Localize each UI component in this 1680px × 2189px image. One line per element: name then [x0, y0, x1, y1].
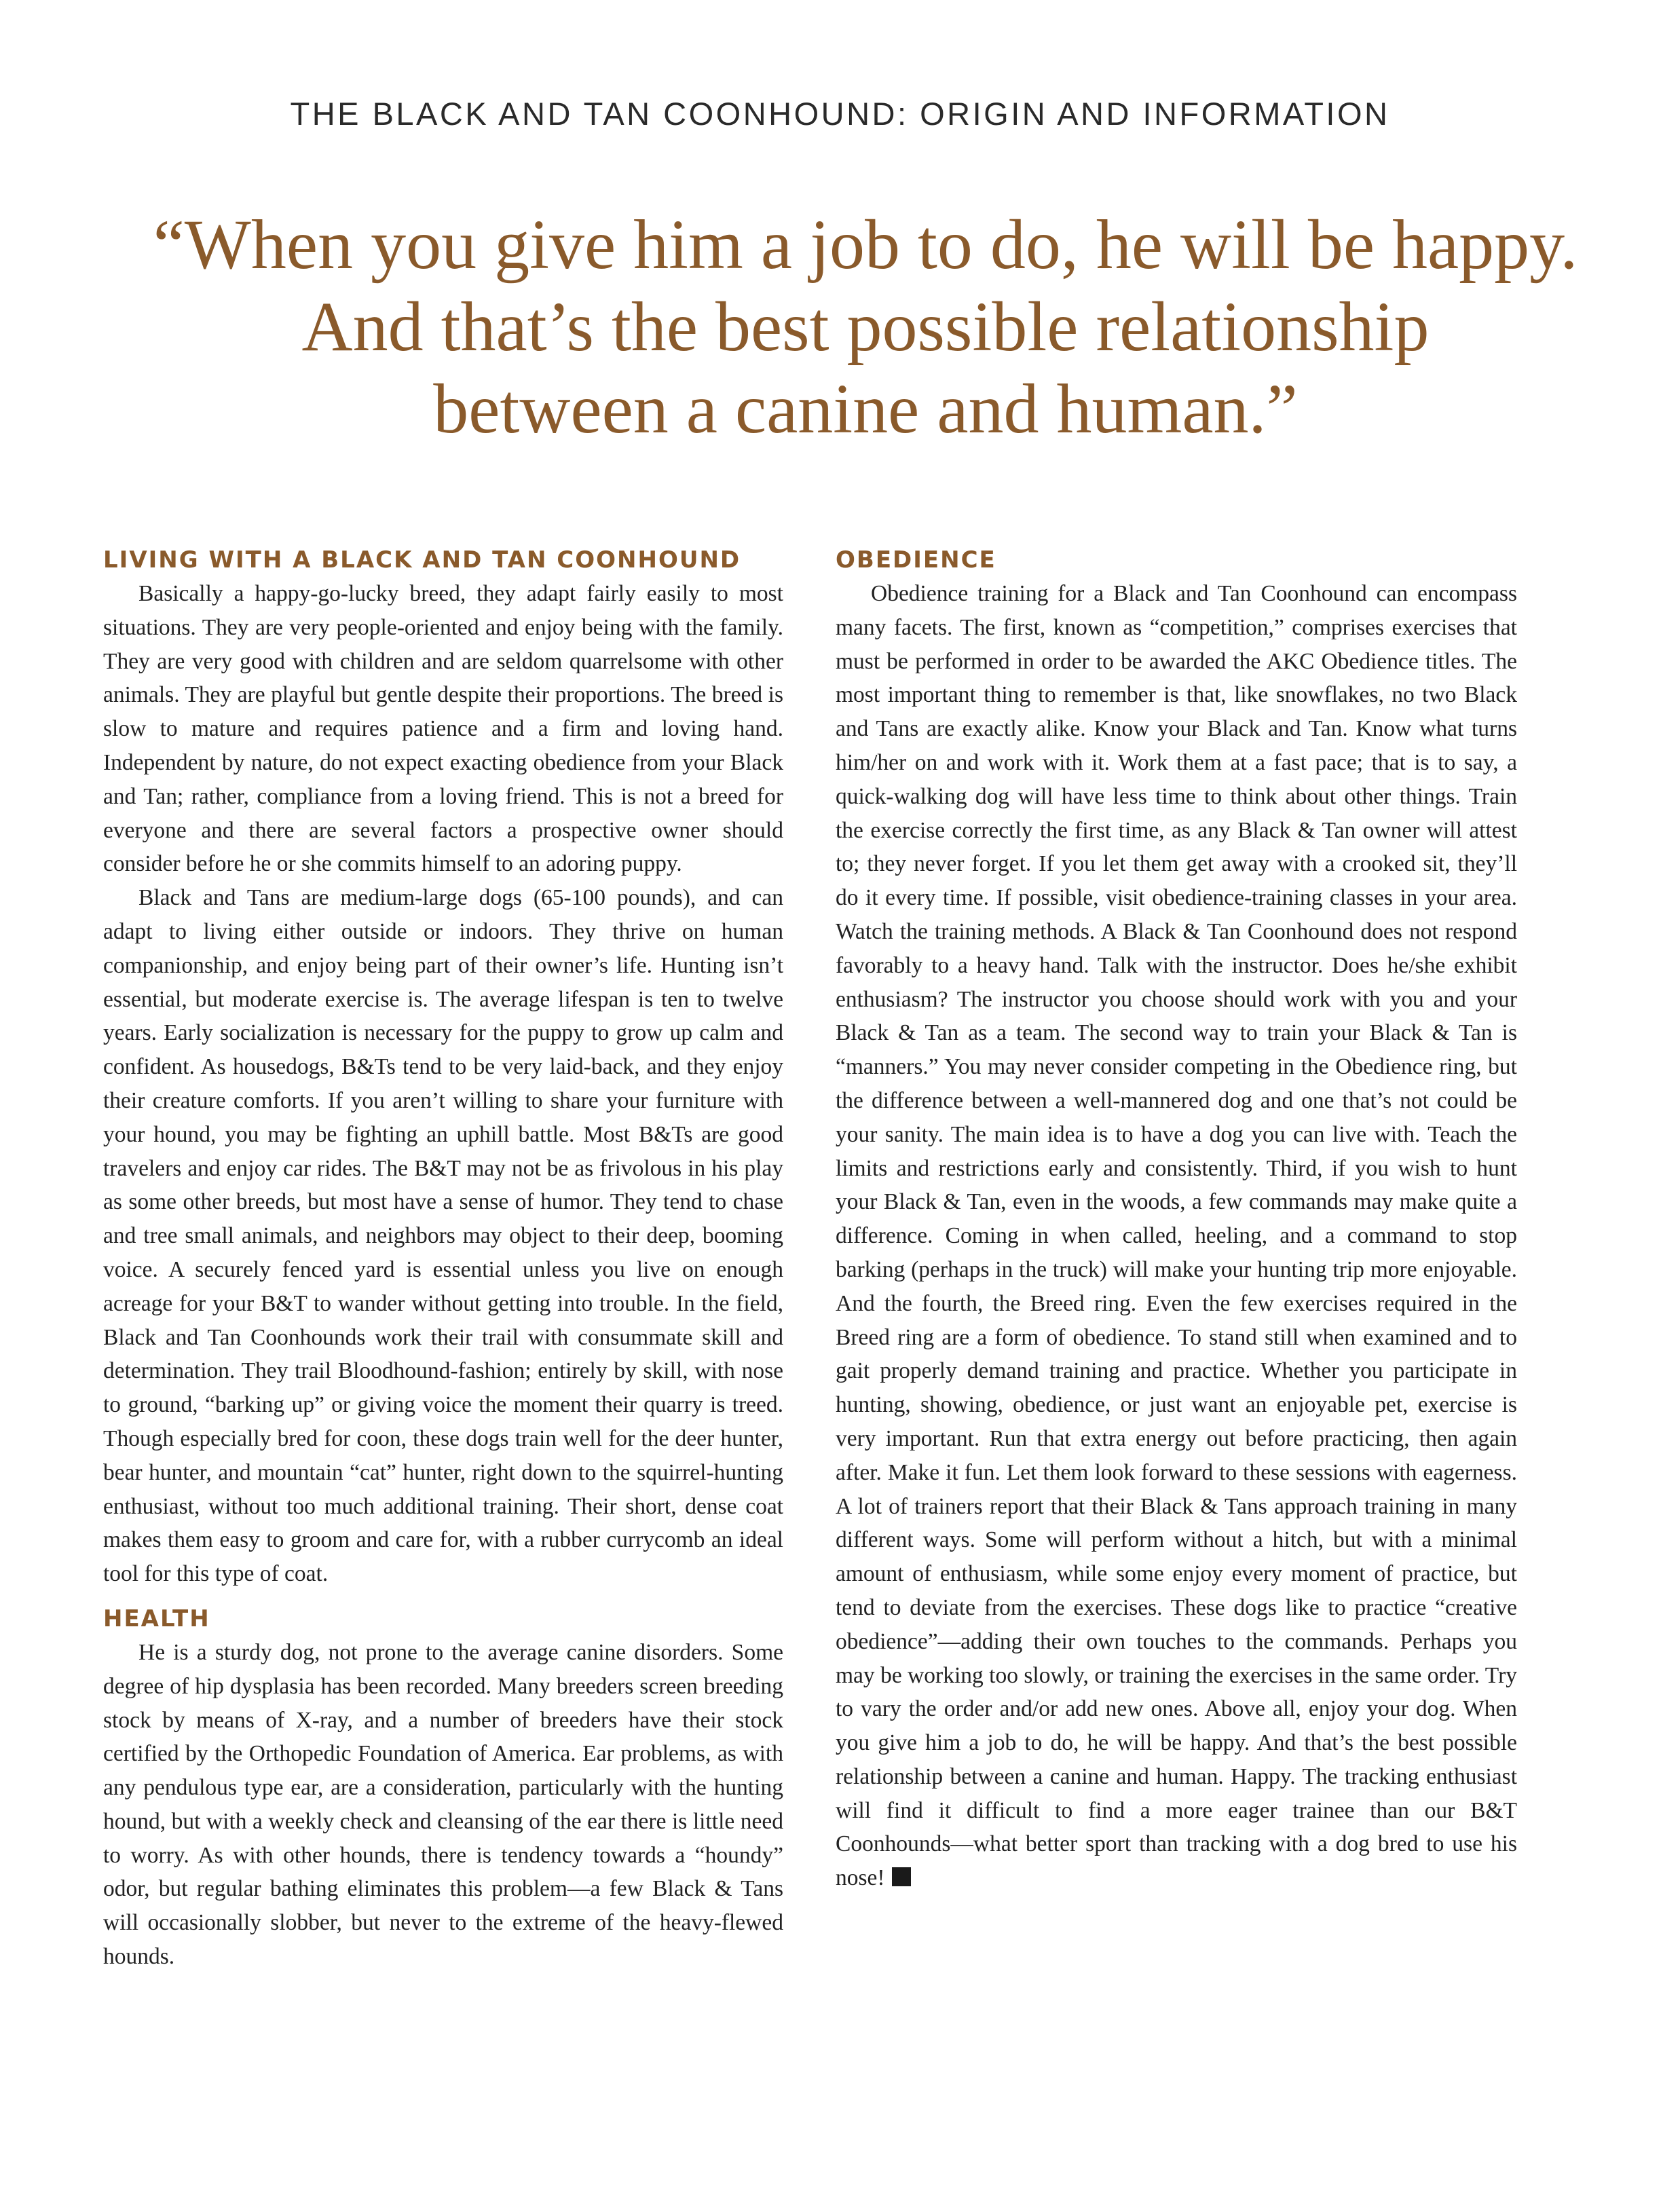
obedience-text: Obedience training for a Black and Tan Coonhound can encompass many facets. The first, known as “competition,” comprises exercises that must be performed in order to be awarded the AKC Obedience titles. The most important thing to remember is that, like snowflakes, no two Black and Tans are exactly alike. Know your Black and Tan. Know what turns him/her on and work with it. Work them at a fast pace; that is to say, a quick-walking dog will have less time to think about other things. Train the exercise correctly the first time, as any Black & Tan owner will attest to; they never forget. If you let them get away with a crooked sit, they’ll do it every time. If possible, visit obedience-training classes in your area. Watch the training methods. A Black & Tan Coonhound does not respond favorably to a heavy hand. Talk with the instructor. Does he/she exhibit enthusiasm? The instructor you choose should work with you and your Black & Tan as a team. The second way to train your Black & Tan is “manners.” You may never consider competing in the Obedience ring, but the difference between a well-mannered dog and one that’s not could be your sanity. The main idea is to have a dog you can live with. Teach the limits and restrictions early and consistently. Third, if you wish to hunt your Black & Tan, even in the woods, a few commands may make quite a difference. Coming in when called, heeling, and a command to stop barking (perhaps in the truck) will make your hunting trip more enjoyable. And the fourth, the Breed ring. Even the few exercises required in the Breed ring are a form of obedience. To stand still when examined and to gait properly demand training and practice. Whether you participate in hunting, showing, obedience, or just want an enjoyable pet, exercise is very important. Run that extra energy out before practicing, then again after. Make it fun. Let them look forward to these sessions with eagerness. A lot of trainers report that their Black & Tans approach training in many different ways. Some will perform without a hitch, but with a minimal amount of enthusiasm, while some enjoy every moment of practice, but tend to deviate from the exercises. These dogs like to practice “creative obedience”—adding their own touches to the commands. Perhaps you may be working too slowly, or training the exercises in the same order. Try to vary the order and/or add new ones. Above all, enjoy your dog. When you give him a job to do, he will be happy. And that’s the best possible relationship between a canine and human. Happy. The tracking enthusiast will find it difficult to find a more eager trainee than our B&T Coonhounds—what better sport than tracking with a dog bred to use his nose! — [836, 581, 1517, 1891]
right-column — [836, 543, 1517, 1895]
end-of-article-mark — [892, 1867, 911, 1886]
body-paragraph: Basically a happy-go-lucky breed, they adapt fairly easily to most situations. They are very people-oriented and enjoy being with the family. They are very good with children and are seldom quarrelsome with other animals. They are playful but gentle despite their proportions. The breed is slow to mature and requires patience and a firm and loving hand. Independent by nature, do not expect exacting obedience from your Black and Tan; rather, compliance from a loving friend. This is not a breed for everyone and there are several factors a prospective owner should consider before he or she commits himself to an adoring puppy. — [103, 581, 783, 877]
body-paragraph: Black and Tans are medium-large dogs (65-100 pounds), and can adapt to living either outside or indoors. They thrive on human companionship, and enjoy being part of their owner’s life. Hunting isn’t essential, but moderate exercise is. The average lifespan is ten to twelve years. Early socialization is necessary for the puppy to grow up calm and confident. As housedogs, B&Ts tend to be very laid-back, and they enjoy their creature comforts. If you aren’t willing to share your furniture with your hound, you may be fighting an uphill battle. Most B&Ts are good travelers and enjoy car rides. The B&T may not be as frivolous in his play as some other breeds, but most have a sense of humor. They tend to chase and tree small animals, and neighbors may object to their deep, booming voice. A securely fenced yard is essential unless you live on enough acreage for your B&T to wander without getting into trouble. In the field, Black and Tan Coonhounds work their trail with consummate skill and determination. They trail Bloodhound-fashion; entirely by skill, with nose to ground, “barking up” or giving voice the moment their quarry is treed. Though especially bred for coon, these dogs train well for the deer hunter, bear hunter, and mountain “cat” hunter, right down to the squirrel-hunting enthusiast, without too much additional training. Their short, dense coat makes them easy to groom and care for, with a rubber currycomb an ideal tool for this type of coat. — [103, 885, 783, 1587]
body-paragraph: He is a sturdy dog, not prone to the average canine disorders. Some degree of hip dysplasia has been recorded. Many breeders screen breeding stock by means of X-ray, and a number of breeders have their stock certified by the Orthopedic Foundation of America. Ear problems, as with any pendulous type ear, are a consideration, particularly with the hunting hound, but with a weekly check and cleansing of the ear there is little need to worry. As with other hounds, there is tendency towards a “houndy” odor, but regular bathing eliminates this problem—a few Black & Tans will occasionally slobber, but never to the extreme of the heavy-flewed hounds. — [103, 1639, 783, 1970]
section-heading-living: LIVING WITH A BLACK AND TAN COONHOUND — [103, 546, 741, 574]
running-head: THE BLACK AND TAN COONHOUND: ORIGIN AND INFORMATION — [290, 96, 1390, 132]
section-heading-health: HEALTH — [103, 1605, 210, 1632]
section-heading-obedience: OBEDIENCE — [836, 546, 996, 574]
pull-quote-line: between a canine and human.” — [433, 370, 1298, 448]
pull-quote — [102, 204, 1629, 450]
left-column — [103, 543, 783, 1974]
body-paragraph — [836, 577, 1517, 1895]
pull-quote-line: “When you give him a job to do, he will be happy. — [153, 206, 1578, 284]
pull-quote-line: And that’s the best possible relationship — [301, 288, 1430, 366]
